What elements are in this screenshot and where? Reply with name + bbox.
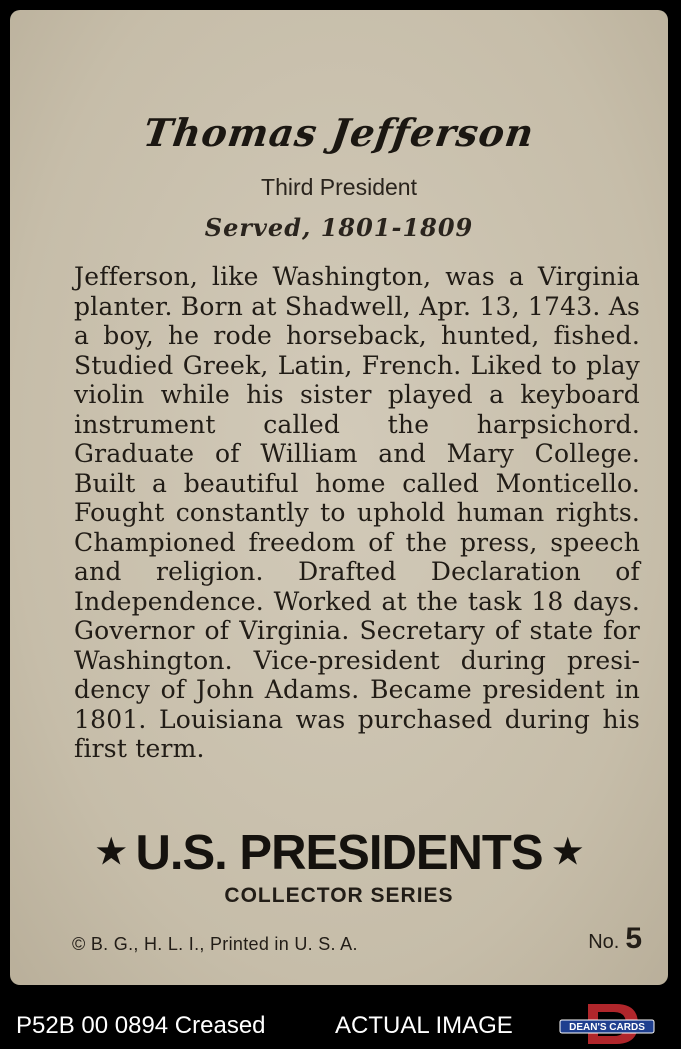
term-served: Served, 1801-1809 [204, 213, 474, 242]
series-subtitle: COLLECTOR SERIES [224, 884, 454, 907]
president-ordinal: Third President [261, 174, 417, 200]
series-banner [10, 825, 668, 881]
item-caption: P52B 00 0894 Creased [16, 1012, 266, 1039]
card-number-value: 5 [625, 922, 642, 955]
star-icon: ★ [96, 833, 126, 871]
svg-text:DEAN'S CARDS: DEAN'S CARDS [569, 1022, 645, 1033]
card-number [588, 922, 642, 956]
card-number-label: No. [588, 931, 620, 953]
copyright-line: © B. G., H. L. I., Printed in U. S. A. [72, 934, 358, 954]
listing-footer [0, 1000, 681, 1049]
star-icon: ★ [552, 833, 582, 871]
series-title: U.S. PRESIDENTS [135, 826, 543, 880]
biography-text: Jefferson, like Washington, was a Virginia planter. Born at Shadwell, Apr. 13, 1743. As a boy, he rode horseback, hunted, fished. Studied Greek, Latin, French. Liked to play violin while his sister played a keyboard instrument called the harpsichord. Graduate of William and Mary College. Built a beautiful home called Monticello. Fought constantly to uphold human rights. Championed freedom of the press, speech and religion. Drafted Declaration of Independence. Worked at the task 18 days. Governor of Virginia. Secretary of state for Washington. Vice-president during presidency of John Adams. Became president in 1801. Louisiana was purchased during his first term. [74, 262, 640, 763]
deans-cards-logo [558, 1002, 656, 1046]
president-signature: Thomas Jefferson [140, 110, 538, 155]
actual-image-label: ACTUAL IMAGE [335, 1012, 513, 1039]
card-back [10, 10, 668, 985]
